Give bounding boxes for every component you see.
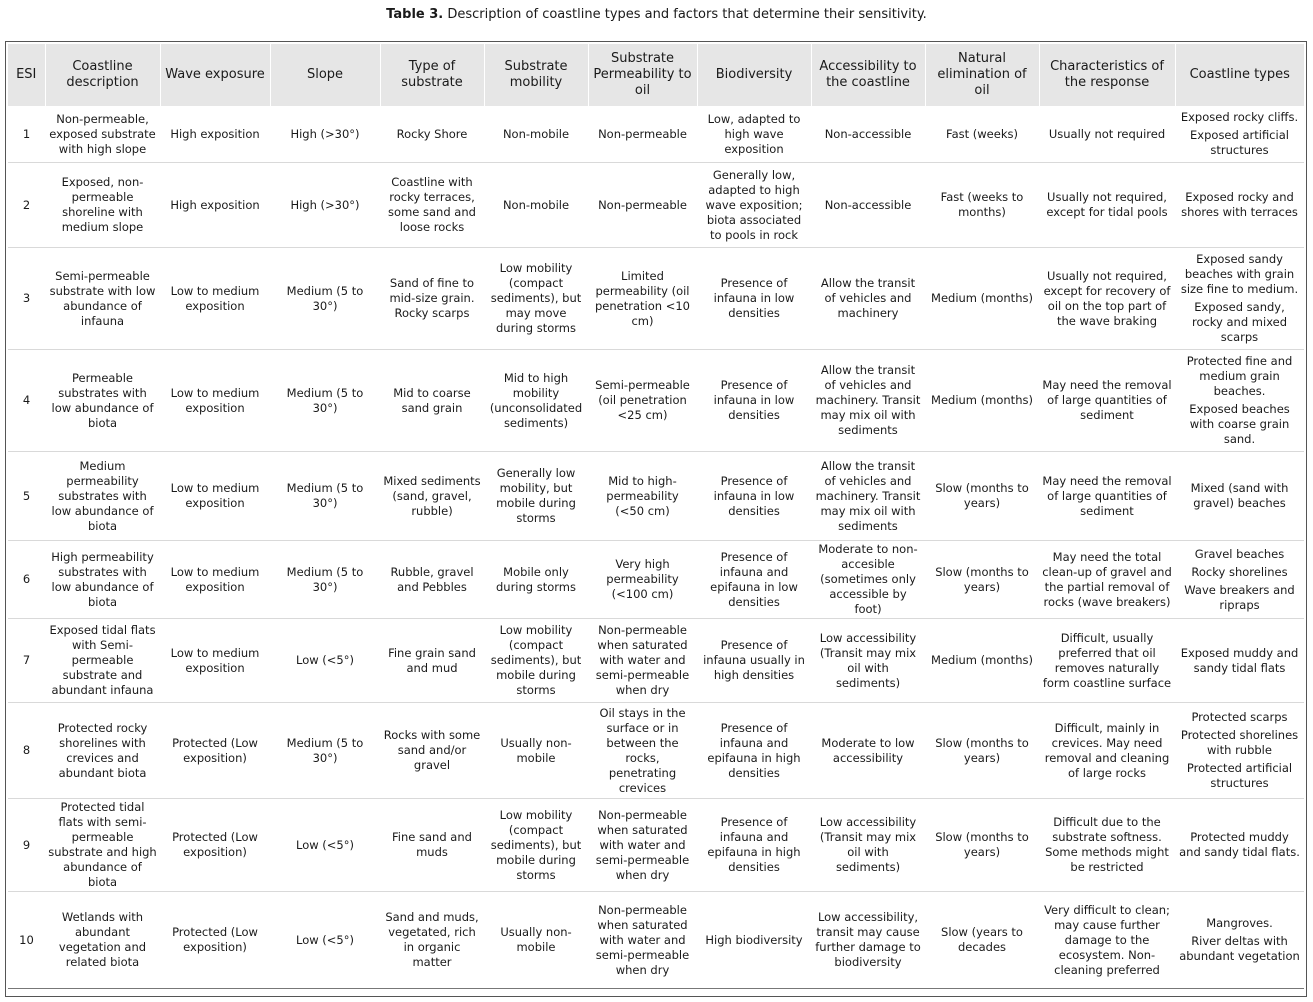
table-cell: May need the removal of large quantities of sediment xyxy=(1039,452,1175,541)
table-cell: Low to medium exposition xyxy=(160,452,270,541)
table-cell: Non-permeable xyxy=(598,126,687,141)
table-cell: Medium (5 to 30°) xyxy=(270,248,380,350)
table-cell: Slow (months to years) xyxy=(925,541,1039,619)
table-cell: Low mobility (compact sediments), but mobile during storms xyxy=(484,619,588,703)
table-cell: Mobile only during storms xyxy=(484,541,588,619)
table-cell: Protected (Low exposition) xyxy=(160,892,270,989)
table-cell: Mid to high mobility (unconsolidated sediments) xyxy=(484,350,588,452)
table-cell: Fine sand and muds xyxy=(380,799,484,892)
column-header: Biodiversity xyxy=(697,44,811,106)
table-cell: Difficult due to the substrate softness. Some methods might be restricted xyxy=(1039,799,1175,892)
column-header: Substrate mobility xyxy=(484,44,588,106)
table-row xyxy=(8,799,1304,892)
table-cell: Usually non-mobile xyxy=(484,703,588,799)
table-cell: Protected (Low exposition) xyxy=(160,799,270,892)
table-cell: Low to medium exposition xyxy=(160,541,270,619)
table-body xyxy=(8,106,1304,989)
column-header: Slope xyxy=(270,44,380,106)
column-header: ESI xyxy=(8,44,45,106)
coastline-type-item: Exposed artificial structures xyxy=(1190,128,1289,157)
table-cell: Usually not required, except for tidal pools xyxy=(1039,163,1175,248)
coastline-type-item: Mangroves. xyxy=(1206,916,1273,930)
column-header: Accessibility to the coastline xyxy=(811,44,925,106)
coastline-types-cell xyxy=(1175,248,1304,350)
table-header xyxy=(8,44,1304,106)
coastline-types-cell xyxy=(1175,452,1304,541)
table-cell: 9 xyxy=(8,799,45,892)
table-cell: Presence of infauna in low densities xyxy=(697,248,811,350)
table-cell: 2 xyxy=(8,163,45,248)
table-cell: 5 xyxy=(8,452,45,541)
table-cell: Non-accessible xyxy=(811,163,925,248)
coastline-type-item: Gravel beaches xyxy=(1194,546,1285,561)
coastline-type-item: Exposed beaches with coarse grain sand. xyxy=(1189,402,1290,446)
table-cell: Low mobility (compact sediments), but may move during storms xyxy=(484,248,588,350)
table-cell: Medium (months) xyxy=(925,619,1039,703)
table-cell: Oil stays in the surface or in between the rocks, penetrating crevices xyxy=(588,703,697,799)
table-row xyxy=(8,619,1304,703)
table-caption xyxy=(0,0,1313,22)
coastline-type-item: Exposed rocky and shores with terraces xyxy=(1181,190,1298,219)
column-header: Natural elimination of oil xyxy=(925,44,1039,106)
table-cell: Coastline with rocky terraces, some sand and loose rocks xyxy=(380,163,484,248)
table-cell: High (>30°) xyxy=(270,163,380,248)
table-cell: Presence of infauna and epifauna in high densities xyxy=(697,703,811,799)
table-cell: Presence of infauna usually in high densities xyxy=(697,619,811,703)
table-row xyxy=(8,452,1304,541)
table-cell: Non-permeable, exposed substrate with high slope xyxy=(49,111,156,156)
table-row xyxy=(8,350,1304,452)
column-header: Type of substrate xyxy=(380,44,484,106)
table-cell: Very high permeability (<100 cm) xyxy=(588,541,697,619)
table-row xyxy=(8,163,1304,248)
table-cell: Presence of infauna and epifauna in low densities xyxy=(697,541,811,619)
table-cell: Non-mobile xyxy=(502,126,570,141)
table-cell: Mixed sediments (sand, gravel, rubble) xyxy=(380,452,484,541)
coastline-type-item: Protected fine and medium grain beaches. xyxy=(1186,354,1293,398)
table-cell: High exposition xyxy=(170,126,260,141)
table-cell: Difficult, usually preferred that oil removes naturally form coastline surface xyxy=(1039,619,1175,703)
coastline-type-item: Protected shorelines with rubble xyxy=(1180,728,1299,757)
caption-label: Table 3. xyxy=(386,7,444,22)
table-cell: High exposition xyxy=(160,163,270,248)
table-cell: Mid to coarse sand grain xyxy=(380,350,484,452)
table-cell: Low (<5°) xyxy=(270,892,380,989)
table-cell: Medium (months) xyxy=(925,248,1039,350)
table-row xyxy=(8,248,1304,350)
table-cell: Low (<5°) xyxy=(270,799,380,892)
table-cell: May need the total clean-up of gravel and the partial removal of rocks (wave breakers) xyxy=(1039,541,1175,619)
coastline-types-cell xyxy=(1175,163,1304,248)
table-cell: Medium (5 to 30°) xyxy=(270,452,380,541)
table-cell: Permeable substrates with low abundance of biota xyxy=(45,350,160,452)
table-cell: Low to medium exposition xyxy=(160,248,270,350)
table-cell: Medium (months) xyxy=(925,350,1039,452)
table-cell: Low mobility (compact sediments), but mobile during storms xyxy=(484,799,588,892)
table-cell: May need the removal of large quantities of sediment xyxy=(1039,350,1175,452)
table-cell: High biodiversity xyxy=(697,892,811,989)
column-header: Substrate Permeability to oil xyxy=(588,44,697,106)
coastline-table xyxy=(8,44,1304,989)
table-cell: Allow the transit of vehicles and machinery xyxy=(811,248,925,350)
table-cell: Protected rocky shorelines with crevices and abundant biota xyxy=(45,703,160,799)
table-cell: Exposed tidal flats with Semi-permeable substrate and abundant infauna xyxy=(45,619,160,703)
column-header: Characteristics of the response xyxy=(1039,44,1175,106)
table-cell: Fast (weeks to months) xyxy=(925,163,1039,248)
table-row xyxy=(8,892,1304,989)
table-cell: 4 xyxy=(8,350,45,452)
table-cell: Low to medium exposition xyxy=(160,619,270,703)
coastline-type-item: Rocky shorelines xyxy=(1191,564,1288,579)
coastline-types-cell xyxy=(1175,106,1304,163)
table-cell: Generally low, adapted to high wave exposition; biota associated to pools in rock xyxy=(697,163,811,248)
table-cell: Low, adapted to high wave exposition xyxy=(707,111,801,156)
table-cell: Semi-permeable substrate with low abundance of infauna xyxy=(45,248,160,350)
table-cell: Slow (months to years) xyxy=(925,703,1039,799)
table-cell: Rubble, gravel and Pebbles xyxy=(380,541,484,619)
table-cell: 10 xyxy=(8,892,45,989)
table-cell: Sand and muds, vegetated, rich in organic matter xyxy=(380,892,484,989)
coastline-type-item: Protected artificial structures xyxy=(1186,761,1293,790)
coastline-type-item: Protected muddy and sandy tidal flats. xyxy=(1179,830,1300,859)
table-cell: Rocks with some sand and/or gravel xyxy=(380,703,484,799)
table-row xyxy=(8,106,1304,163)
table-cell: Usually non-mobile xyxy=(484,892,588,989)
table-cell: 1 xyxy=(22,126,31,141)
table-cell: Limited permeability (oil penetration <10 cm) xyxy=(588,248,697,350)
table-cell: Semi-permeable (oil penetration <25 cm) xyxy=(588,350,697,452)
coastline-type-item: Protected scarps xyxy=(1191,710,1288,724)
coastline-types-cell xyxy=(1175,892,1304,989)
table-cell: Medium (5 to 30°) xyxy=(270,703,380,799)
table-cell: Slow (years to decades xyxy=(925,892,1039,989)
coastline-type-item: Mixed (sand with gravel) beaches xyxy=(1190,481,1289,510)
table-cell: Difficult, mainly in crevices. May need removal and cleaning of large rocks xyxy=(1039,703,1175,799)
table-cell: Wetlands with abundant vegetation and related biota xyxy=(45,892,160,989)
coastline-types-cell xyxy=(1175,619,1304,703)
coastline-types-cell xyxy=(1175,350,1304,452)
coastline-type-item: River deltas with abundant vegetation xyxy=(1179,934,1300,963)
table-cell: Non-permeable xyxy=(588,163,697,248)
table-cell: Allow the transit of vehicles and machinery. Transit may mix oil with sediments xyxy=(811,452,925,541)
header-row xyxy=(8,44,1304,106)
table-cell: Slow (months to years) xyxy=(925,799,1039,892)
coastline-type-item: Exposed sandy beaches with grain size fine to medium. xyxy=(1180,252,1299,296)
table-cell: Protected (Low exposition) xyxy=(160,703,270,799)
table-cell: 3 xyxy=(8,248,45,350)
table-cell: 6 xyxy=(8,541,45,619)
table-row xyxy=(8,541,1304,619)
table-cell: Presence of infauna in low densities xyxy=(697,452,811,541)
coastline-type-item: Exposed muddy and sandy tidal flats xyxy=(1180,645,1299,675)
table-cell: Non-mobile xyxy=(484,163,588,248)
table-cell: Usually not required xyxy=(1048,126,1166,141)
table-cell: Low accessibility (Transit may mix oil with sediments) xyxy=(811,619,925,703)
table-cell: High (>30°) xyxy=(290,126,360,141)
table-cell: Protected tidal flats with semi-permeable substrate and high abundance of biota xyxy=(45,799,160,892)
table-cell: Very difficult to clean; may cause further damage to the ecosystem. Non-cleaning preferred xyxy=(1039,892,1175,989)
table-cell: Fast (weeks) xyxy=(946,126,1018,141)
table-cell: Rocky Shore xyxy=(396,126,468,141)
table-cell: Mid to high-permeability (<50 cm) xyxy=(588,452,697,541)
table-cell: Exposed, non-permeable shoreline with medium slope xyxy=(45,163,160,248)
table-cell: Non-accessible xyxy=(824,126,912,141)
table-cell: Fine grain sand and mud xyxy=(380,619,484,703)
table-cell: Non-permeable when saturated with water and semi-permeable when dry xyxy=(588,892,697,989)
caption-text: Description of coastline types and factors that determine their sensitivity. xyxy=(443,7,927,22)
table-cell: Presence of infauna and epifauna in high densities xyxy=(697,799,811,892)
table-cell: Non-permeable when saturated with water and semi-permeable when dry xyxy=(588,799,697,892)
table-cell: Low accessibility (Transit may mix oil with sediments) xyxy=(811,799,925,892)
table-cell: Presence of infauna in low densities xyxy=(697,350,811,452)
table-cell: Slow (months to years) xyxy=(925,452,1039,541)
table-cell: Low accessibility, transit may cause further damage to biodiversity xyxy=(811,892,925,989)
column-header: Wave exposure xyxy=(160,44,270,106)
table-cell: 8 xyxy=(8,703,45,799)
table-cell: 7 xyxy=(8,619,45,703)
coastline-types-cell xyxy=(1175,541,1304,619)
table-cell: Moderate to low accessibility xyxy=(811,703,925,799)
coastline-type-item: Wave breakers and ripraps xyxy=(1184,582,1295,612)
coastline-type-item: Exposed rocky cliffs. xyxy=(1180,110,1299,124)
table-cell: Generally low mobility, but mobile during storms xyxy=(484,452,588,541)
table-cell: Low (<5°) xyxy=(270,619,380,703)
table-cell: Usually not required, except for recovery of oil on the top part of the wave braking xyxy=(1039,248,1175,350)
table-cell: Moderate to non-accesible (sometimes only accessible by foot) xyxy=(811,541,925,619)
table-cell: High permeability substrates with low abundance of biota xyxy=(45,541,160,619)
table-cell: Non-permeable when saturated with water and semi-permeable when dry xyxy=(588,619,697,703)
table-row xyxy=(8,703,1304,799)
table-cell: Allow the transit of vehicles and machinery. Transit may mix oil with sediments xyxy=(811,350,925,452)
coastline-types-cell xyxy=(1175,799,1304,892)
table-cell: Medium (5 to 30°) xyxy=(270,541,380,619)
coastline-type-item: Exposed sandy, rocky and mixed scarps xyxy=(1191,300,1288,344)
table-cell: Sand of fine to mid-size grain. Rocky scarps xyxy=(380,248,484,350)
column-header: Coastline types xyxy=(1175,44,1304,106)
table-cell: Low to medium exposition xyxy=(160,350,270,452)
table-cell: Medium (5 to 30°) xyxy=(270,350,380,452)
column-header: Coastline description xyxy=(45,44,160,106)
table-cell: Medium permeability substrates with low abundance of biota xyxy=(45,452,160,541)
coastline-types-cell xyxy=(1175,703,1304,799)
